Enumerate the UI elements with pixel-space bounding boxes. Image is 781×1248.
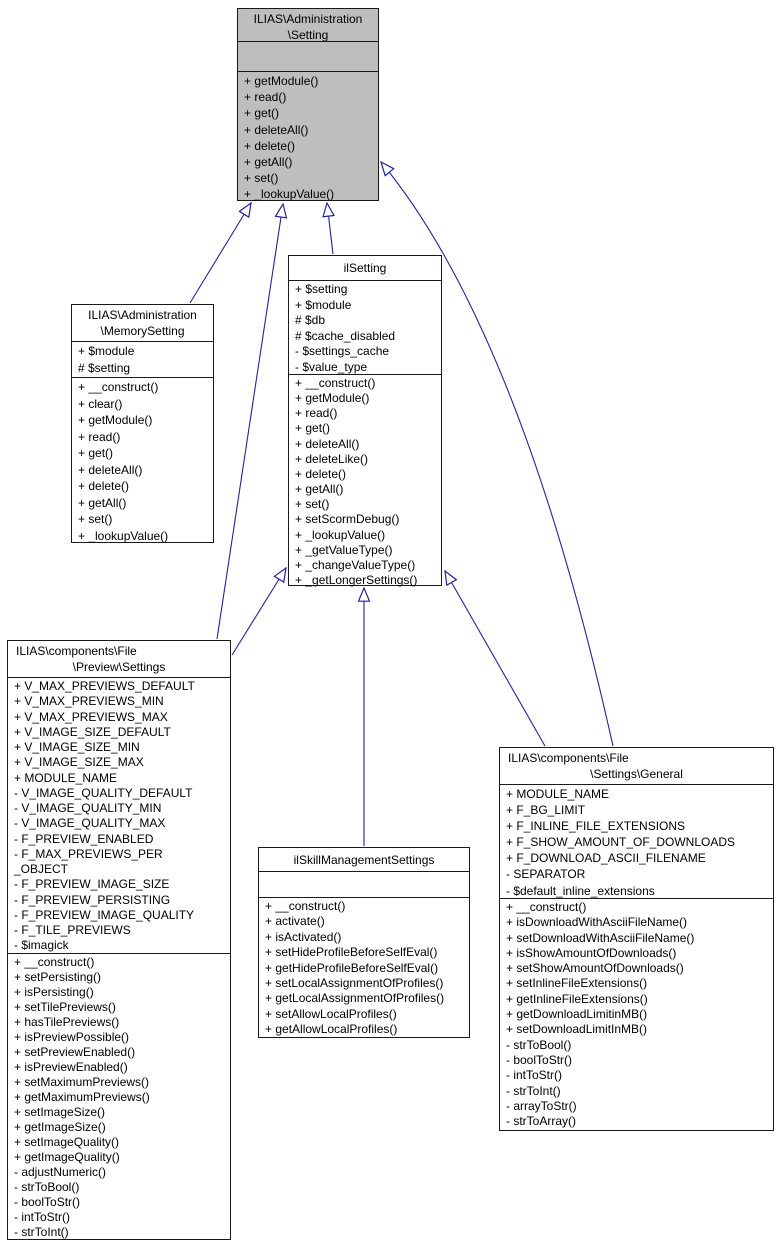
method-line: + getAll() <box>295 482 344 497</box>
attribute-line: + F_INLINE_FILE_EXTENSIONS <box>506 819 686 834</box>
attributes-section <box>259 871 469 897</box>
method-line: + isActivated() <box>265 929 342 944</box>
method-line: + activate() <box>265 914 325 929</box>
attribute-line: + MODULE_NAME <box>14 770 118 785</box>
method-line: + deleteAll() <box>244 122 309 137</box>
method-line: + getAll() <box>244 155 293 170</box>
method-line: + delete() <box>78 479 130 493</box>
attribute-line: + F_BG_LIMIT <box>506 803 586 818</box>
method-line: + __construct() <box>14 955 95 969</box>
attribute-line: # $setting <box>78 360 131 375</box>
attribute-line: + $setting <box>295 282 348 296</box>
attribute-line: + $module <box>78 344 135 358</box>
attribute-line: - F_TILE_PREVIEWS <box>14 923 131 937</box>
attribute-line: + F_SHOW_AMOUNT_OF_DOWNLOADS <box>506 835 736 850</box>
method-line: + deleteLike() <box>295 451 369 466</box>
attribute-line: - $default_inline_extensions <box>506 883 655 898</box>
method-line: + getMaximumPreviews() <box>14 1090 150 1104</box>
method-line: + _lookupValue() <box>78 528 169 543</box>
method-line: - strToInt() <box>14 1225 69 1239</box>
attribute-line: + V_MAX_PREVIEWS_MIN <box>14 694 164 709</box>
attributes-section <box>500 784 773 898</box>
class-title-line: \Setting <box>287 28 329 41</box>
method-line: + set() <box>244 171 279 186</box>
class-box-ilias-components-file-preview-settings[interactable] <box>7 640 231 1240</box>
class-title[interactable] <box>259 848 469 871</box>
method-line: + _getValueType() <box>295 542 393 557</box>
attributes-section <box>72 341 213 377</box>
attribute-line: + V_IMAGE_SIZE_DEFAULT <box>14 724 171 739</box>
method-line: + hasTilePreviews() <box>14 1015 120 1029</box>
method-line: + setDownloadWithAsciiFileName() <box>506 930 695 945</box>
method-line: + isPreviewPossible() <box>14 1030 130 1044</box>
method-line: + getInlineFileExtensions() <box>506 991 648 1006</box>
method-line: + isPreviewEnabled() <box>14 1060 128 1074</box>
attribute-line: - $value_type <box>295 359 368 374</box>
attribute-line: + $module <box>295 297 352 312</box>
method-line: + read() <box>244 90 287 105</box>
method-line: + get() <box>244 106 280 121</box>
method-line: + _lookupValue() <box>244 187 335 202</box>
methods-section <box>8 953 230 1239</box>
method-line: + deleteAll() <box>78 462 143 477</box>
class-title[interactable] <box>238 9 378 41</box>
attribute-line: - V_IMAGE_QUALITY_DEFAULT <box>14 785 193 800</box>
methods-section <box>238 71 378 202</box>
attribute-line: - F_PREVIEW_IMAGE_SIZE <box>14 877 170 892</box>
method-line: + delete() <box>244 138 296 153</box>
method-line: - adjustNumeric() <box>14 1165 107 1179</box>
attribute-line: + MODULE_NAME <box>506 787 610 801</box>
methods-section <box>259 897 469 1037</box>
method-line: + getLocalAssignmentOfProfiles() <box>265 991 445 1006</box>
class-title-line: ilSetting <box>343 261 387 275</box>
method-line: + _getLongerSettings() <box>295 573 418 587</box>
attribute-line: + V_IMAGE_SIZE_MAX <box>14 755 144 770</box>
method-line: + setHideProfileBeforeSelfEval() <box>265 945 438 960</box>
attribute-line: - $imagick <box>14 938 69 953</box>
method-line: + getDownloadLimitinMB() <box>506 1007 648 1022</box>
method-line: - intToStr() <box>506 1068 563 1083</box>
class-title-line: ILIAS\Administration <box>88 308 197 322</box>
class-title-line: ILIAS\Administration <box>253 12 363 26</box>
method-line: + isPersisting() <box>14 985 94 999</box>
inheritance-arrow-memorysetting-to-setting <box>190 203 251 303</box>
method-line: + getImageSize() <box>14 1120 106 1134</box>
method-line: + setPersisting() <box>14 970 102 984</box>
class-title-line: ILIAS\components\File <box>16 644 137 658</box>
method-line: - strToBool() <box>506 1037 572 1052</box>
class-box-ilias-administration-setting[interactable] <box>237 8 379 201</box>
class-box-ilsetting[interactable] <box>288 255 442 586</box>
attribute-line: + V_MAX_PREVIEWS_MAX <box>14 709 168 724</box>
attribute-line: # $db <box>295 313 326 327</box>
method-line: + getImageQuality() <box>14 1150 120 1164</box>
method-line: + set() <box>295 497 330 512</box>
method-line: + deleteAll() <box>295 436 360 451</box>
method-line: - strToArray() <box>506 1114 576 1129</box>
method-line: + setLocalAssignmentOfProfiles() <box>265 976 444 991</box>
method-line: + isShowAmountOfDownloads() <box>506 945 677 960</box>
class-title[interactable] <box>500 748 773 784</box>
attributes-section <box>238 41 378 71</box>
class-box-ilias-administration-memorysetting[interactable] <box>71 304 214 543</box>
class-title-line: \MemorySetting <box>100 324 185 338</box>
method-line: + getModule() <box>78 413 153 427</box>
method-line: + setPreviewEnabled() <box>14 1045 136 1059</box>
method-line: + setMaximumPreviews() <box>14 1075 150 1089</box>
method-line: + setDownloadLimitInMB() <box>506 1022 648 1037</box>
method-line: + get() <box>78 446 114 460</box>
methods-section <box>500 898 773 1130</box>
method-line: + setImageQuality() <box>14 1135 120 1149</box>
method-line: + getHideProfileBeforeSelfEval() <box>265 960 439 975</box>
method-line: - arrayToStr() <box>506 1098 577 1113</box>
attribute-line: - $settings_cache <box>295 344 390 358</box>
inheritance-arrow-ilsetting-to-setting <box>327 203 333 254</box>
method-line: + setShowAmountOfDownloads() <box>506 961 684 976</box>
class-title-line: ilSkillManagementSettings <box>293 853 435 867</box>
attribute-line: - F_PREVIEW_PERSISTING <box>14 892 171 907</box>
method-line: + setScormDebug() <box>295 512 400 527</box>
method-line: + getAll() <box>78 495 127 510</box>
attribute-line: _OBJECT <box>14 862 69 876</box>
class-box-ilias-components-file-settings-general[interactable] <box>499 747 774 1131</box>
method-line: - boolToStr() <box>506 1052 573 1067</box>
method-line: + set() <box>78 512 113 526</box>
method-line: + setAllowLocalProfiles() <box>265 1006 397 1021</box>
class-title-line: ILIAS\components\File <box>508 751 629 765</box>
attribute-line: - F_MAX_PREVIEWS_PER <box>14 846 163 861</box>
class-title[interactable] <box>72 305 213 341</box>
method-line: + setTilePreviews() <box>14 1000 116 1014</box>
class-box-ilskillmanagementsettings[interactable] <box>258 847 470 1038</box>
attribute-line: + V_MAX_PREVIEWS_DEFAULT <box>14 679 195 693</box>
attributes-section <box>8 677 230 953</box>
method-line: + isDownloadWithAsciiFileName() <box>506 915 688 930</box>
methods-section <box>72 377 213 544</box>
method-line: + __construct() <box>506 900 587 914</box>
method-line: + delete() <box>295 466 347 481</box>
method-line: + get() <box>295 421 331 436</box>
attribute-line: - F_PREVIEW_IMAGE_QUALITY <box>14 907 195 922</box>
method-line: + getAllowLocalProfiles() <box>265 1022 398 1037</box>
attribute-line: - F_PREVIEW_ENABLED <box>14 831 154 846</box>
method-line: + read() <box>78 429 121 444</box>
method-line: + _changeValueType() <box>295 557 416 572</box>
method-line: + read() <box>295 406 338 421</box>
method-line: + __construct() <box>265 899 346 913</box>
attributes-section <box>289 280 441 374</box>
method-line: - boolToStr() <box>14 1195 81 1209</box>
methods-section <box>289 374 441 587</box>
class-title-line: \Settings\General <box>590 767 683 781</box>
attribute-line: + V_IMAGE_SIZE_MIN <box>14 740 140 754</box>
class-title[interactable] <box>8 641 230 677</box>
class-title[interactable] <box>289 256 441 280</box>
class-title-line: \Preview\Settings <box>72 660 166 674</box>
method-line: + clear() <box>78 396 123 411</box>
method-line: + getModule() <box>295 391 370 406</box>
method-line: + _lookupValue() <box>295 527 386 542</box>
inheritance-arrow-previewsettings-to-ilsetting <box>232 568 286 655</box>
attribute-line: - V_IMAGE_QUALITY_MAX <box>14 816 166 831</box>
method-line: - intToStr() <box>14 1210 71 1224</box>
attribute-line: + F_DOWNLOAD_ASCII_FILENAME <box>506 851 706 866</box>
attribute-line: - SEPARATOR <box>506 867 586 882</box>
attribute-line: - V_IMAGE_QUALITY_MIN <box>14 801 162 815</box>
method-line: + setInlineFileExtensions() <box>506 976 648 991</box>
method-line: - strToBool() <box>14 1180 80 1194</box>
method-line: + getModule() <box>244 74 319 88</box>
method-line: - strToInt() <box>506 1083 561 1098</box>
method-line: + __construct() <box>295 376 376 390</box>
method-line: + __construct() <box>78 380 159 394</box>
method-line: + setImageSize() <box>14 1105 106 1119</box>
inheritance-arrow-general-to-ilsetting <box>445 571 545 746</box>
inheritance-arrow-previewsettings-to-setting <box>217 204 283 639</box>
attribute-line: # $cache_disabled <box>295 328 396 343</box>
